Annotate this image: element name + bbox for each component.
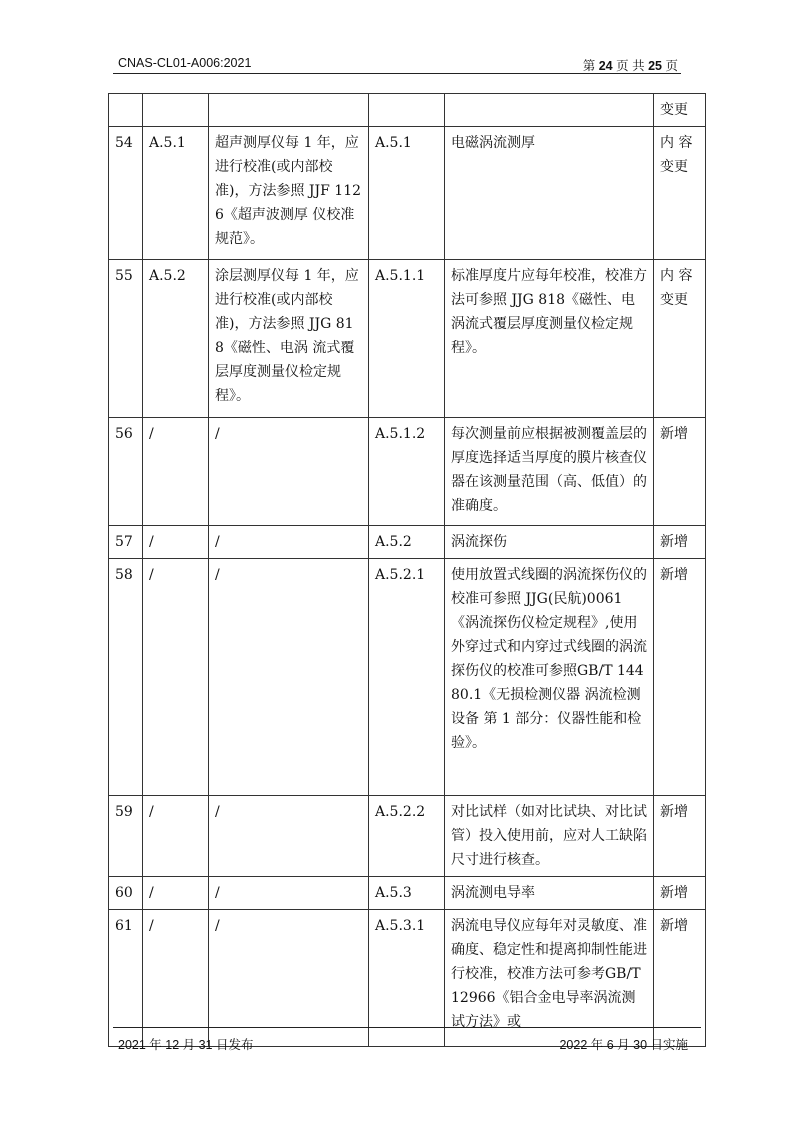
change-type: 变更 [660, 102, 688, 118]
page-mid: 页 共 [616, 59, 645, 73]
new-clause-cell [369, 910, 445, 1047]
new-clause: A.5.1 [375, 135, 412, 151]
row-number: 55 [115, 268, 133, 284]
row-number-cell [109, 526, 143, 559]
page-indicator [583, 56, 678, 74]
old-content-cell [209, 418, 369, 526]
old-content: / [215, 918, 220, 934]
change-type: 新增 [660, 885, 688, 901]
new-content: 标准厚度片应每年校准，校准方法可参照 JJG 818《磁性、电涡流式覆层厚度测量仪检定规程》。 [451, 268, 647, 356]
row-number: 60 [115, 885, 133, 901]
old-content-cell [209, 559, 369, 796]
new-content: 每次测量前应根据被测覆盖层的厚度选择适当厚度的膜片核查仪器在该测量范围（高、低值）的准确度。 [451, 426, 647, 514]
change-type-cell [654, 910, 706, 1047]
change-type-cell [654, 559, 706, 796]
new-content-cell [445, 796, 654, 877]
table-row [109, 910, 706, 1047]
old-clause: A.5.2 [149, 268, 186, 284]
row-number-cell [109, 910, 143, 1047]
row-number: 58 [115, 567, 133, 583]
new-clause: A.5.2.2 [375, 804, 426, 820]
table-row [109, 526, 706, 559]
table-row [109, 796, 706, 877]
new-clause-cell [369, 127, 445, 260]
page-total: 25 [648, 59, 662, 73]
old-clause-cell [143, 260, 209, 418]
new-clause-cell [369, 877, 445, 910]
new-content: 使用放置式线圈的涡流探伤仪的校准可参照 JJG(民航)0061 《涡流探伤仪检定规程》,使用外穿过式和内穿过式线圈的涡流探伤仪的校准可参照GB/T 14480.1《无损检测仪器 涡流检测设备 第 1 部分：仪器性能和检验》。 [451, 567, 647, 751]
old-content-cell [209, 796, 369, 877]
new-content: 涡流测电导率 [451, 885, 535, 901]
new-clause: A.5.3 [375, 885, 412, 901]
old-clause-cell [143, 526, 209, 559]
old-clause: A.5.1 [149, 135, 186, 151]
change-table [108, 93, 706, 1047]
effective-date: 2022 年 6 月 30 日实施 [559, 1038, 688, 1052]
old-content-cell [209, 94, 369, 127]
change-type-cell [654, 796, 706, 877]
table-row [109, 94, 706, 127]
row-number: 57 [115, 534, 133, 550]
new-clause: A.5.1.2 [375, 426, 426, 442]
old-clause-cell [143, 559, 209, 796]
old-content-cell [209, 260, 369, 418]
old-clause-cell [143, 910, 209, 1047]
change-type-cell [654, 877, 706, 910]
row-number-cell [109, 796, 143, 877]
new-clause-cell [369, 418, 445, 526]
new-content-cell [445, 877, 654, 910]
new-content: 对比试样（如对比试块、对比试管）投入使用前，应对人工缺陷尺寸进行核查。 [451, 804, 647, 868]
row-number-cell [109, 260, 143, 418]
new-content-cell [445, 559, 654, 796]
new-content: 涡流电导仪应每年对灵敏度、准确度、稳定性和提离抑制性能进行校准，校准方法可参考GB/T 12966《铝合金电导率涡流测试方法》或 [451, 918, 647, 1030]
new-content-cell [445, 127, 654, 260]
new-clause-cell [369, 559, 445, 796]
old-clause: / [149, 804, 154, 820]
new-clause: A.5.1.1 [375, 268, 426, 284]
table-body [109, 94, 706, 1047]
old-clause-cell [143, 94, 209, 127]
row-number-cell [109, 877, 143, 910]
new-clause-cell [369, 260, 445, 418]
row-number: 59 [115, 804, 133, 820]
page-header [118, 56, 678, 74]
change-type: 新增 [660, 426, 688, 442]
new-content-cell [445, 418, 654, 526]
old-content: / [215, 534, 220, 550]
new-content: 电磁涡流测厚 [451, 135, 535, 151]
page-prefix: 第 [582, 59, 596, 73]
old-content-cell [209, 877, 369, 910]
new-clause-cell [369, 526, 445, 559]
document-code: CNAS-CL01-A006:2021 [118, 56, 252, 70]
new-clause-cell [369, 796, 445, 877]
new-clause-cell [369, 94, 445, 127]
old-content: / [215, 567, 220, 583]
row-number-cell [109, 94, 143, 127]
old-clause-cell [143, 418, 209, 526]
new-clause: A.5.3.1 [375, 918, 426, 934]
new-content-cell [445, 94, 654, 127]
change-type-cell [654, 526, 706, 559]
change-type: 新增 [660, 918, 688, 934]
page-footer [118, 1035, 688, 1053]
new-content: 涡流探伤 [451, 534, 507, 550]
old-content-cell [209, 910, 369, 1047]
old-content: / [215, 804, 220, 820]
change-type: 新增 [660, 534, 688, 550]
change-type: 新增 [660, 804, 688, 820]
old-clause: / [149, 567, 154, 583]
old-clause: / [149, 918, 154, 934]
table-row [109, 127, 706, 260]
row-number: 54 [115, 135, 133, 151]
page-suffix: 页 [665, 59, 678, 73]
change-type-cell [654, 418, 706, 526]
change-type-cell [654, 127, 706, 260]
old-clause: / [149, 534, 154, 550]
change-type: 新增 [660, 567, 688, 583]
old-clause: / [149, 426, 154, 442]
old-clause-cell [143, 877, 209, 910]
new-clause: A.5.2.1 [375, 567, 426, 583]
table-row [109, 260, 706, 418]
old-content-cell [209, 127, 369, 260]
footer-rule [113, 1027, 701, 1028]
old-clause: / [149, 885, 154, 901]
new-clause: A.5.2 [375, 534, 412, 550]
old-content: 超声测厚仪每 1 年，应进行校准(或内部校准)，方法参照 JJF 1126《超声波测厚 仪校准规范》。 [215, 135, 362, 247]
old-content-cell [209, 526, 369, 559]
new-content-cell [445, 910, 654, 1047]
new-content-cell [445, 260, 654, 418]
table-row [109, 559, 706, 796]
header-rule [113, 73, 681, 74]
table-row [109, 418, 706, 526]
row-number-cell [109, 127, 143, 260]
change-type: 内 容变更 [660, 135, 693, 175]
change-type-cell [654, 94, 706, 127]
old-content: / [215, 885, 220, 901]
table-row [109, 877, 706, 910]
change-type-cell [654, 260, 706, 418]
change-type: 内 容变更 [660, 268, 693, 308]
page-current: 24 [598, 59, 613, 73]
row-number: 61 [115, 918, 133, 934]
old-clause-cell [143, 127, 209, 260]
row-number-cell [109, 559, 143, 796]
issue-date: 2021 年 12 月 31 日发布 [118, 1038, 254, 1052]
row-number-cell [109, 418, 143, 526]
row-number: 56 [115, 426, 133, 442]
new-content-cell [445, 526, 654, 559]
old-content: / [215, 426, 220, 442]
old-clause-cell [143, 796, 209, 877]
old-content: 涂层测厚仪每 1 年，应进行校准(或内部校准)，方法参照 JJG 818《磁性、电涡 流式覆层厚度测量仪检定规程》。 [215, 268, 359, 404]
